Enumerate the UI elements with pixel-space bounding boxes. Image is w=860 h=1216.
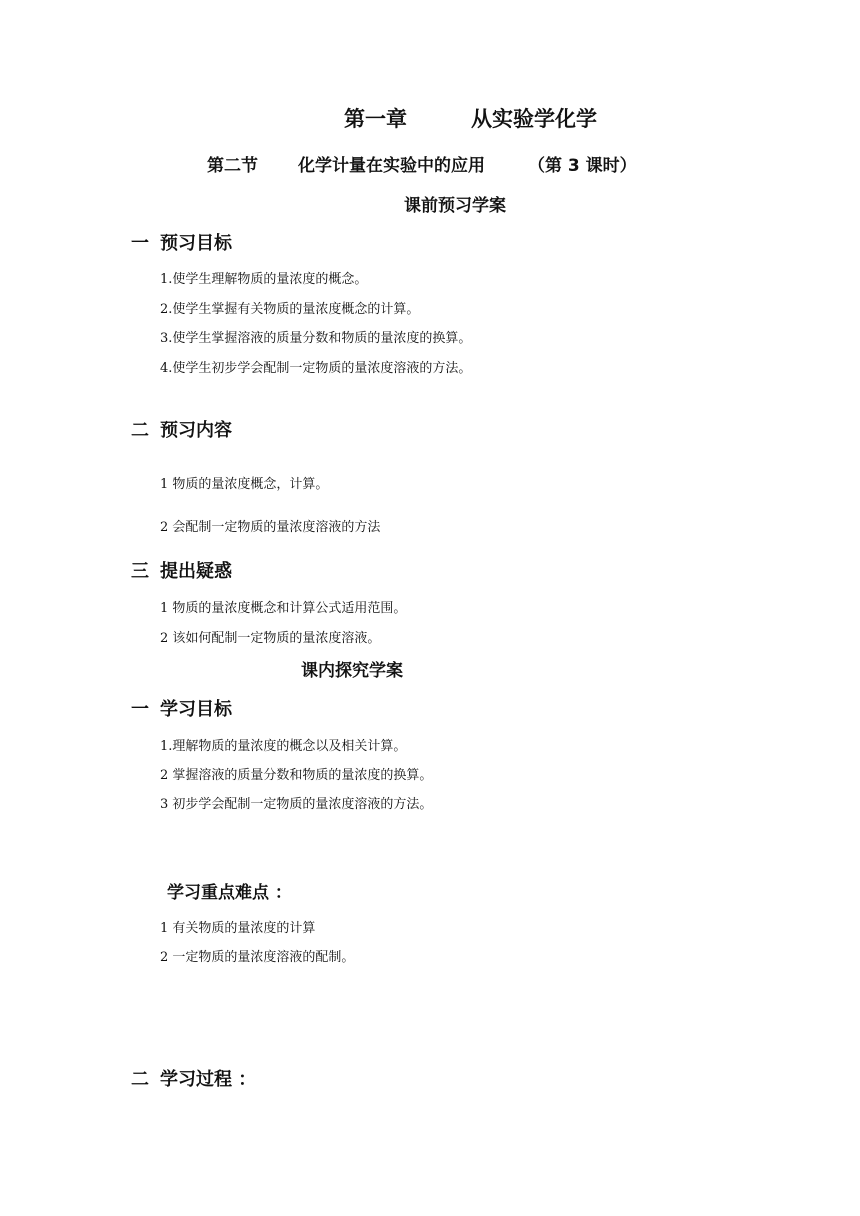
list-item: 2 会配制一定物质的量浓度溶液的方法 <box>160 520 381 535</box>
heading-text: 学习目标 <box>160 699 232 720</box>
heading-number: 三 <box>131 561 149 582</box>
key-points-heading: 学习重点难点 ： <box>167 883 292 903</box>
heading-number: 一 <box>131 699 149 720</box>
list-item: 2 一定物质的量浓度溶液的配制。 <box>160 950 355 965</box>
pre-study-title: 课前预习学案 <box>404 196 506 216</box>
lesson-label: （第 3 课时） <box>528 156 637 176</box>
in-class-goals-heading <box>131 695 232 721</box>
list-item: 2 掌握溶液的质量分数和物质的量浓度的换算。 <box>160 768 433 783</box>
heading-text: 预习内容 <box>160 420 232 441</box>
section-name: 化学计量在实验中的应用 <box>298 156 485 176</box>
list-item: 1.理解物质的量浓度的概念以及相关计算。 <box>160 739 407 754</box>
pre-study-goals-heading <box>131 229 232 255</box>
process-heading <box>131 1065 256 1091</box>
heading-number: 二 <box>131 420 149 441</box>
chapter-name: 从实验学化学 <box>471 107 597 131</box>
pre-study-questions-heading <box>131 557 232 583</box>
list-item: 4.使学生初步学会配制一定物质的量浓度溶液的方法。 <box>160 361 472 376</box>
heading-number: 一 <box>131 233 149 254</box>
heading-text: 预习目标 <box>160 233 232 254</box>
list-item: 2.使学生掌握有关物质的量浓度概念的计算。 <box>160 302 420 317</box>
list-item: 2 该如何配制一定物质的量浓度溶液。 <box>160 631 381 646</box>
list-item: 1 有关物质的量浓度的计算 <box>160 921 316 936</box>
chapter-number: 第一章 <box>344 107 407 131</box>
list-item: 1 物质的量浓度概念，计算。 <box>160 477 329 492</box>
heading-text: 提出疑惑 <box>160 561 232 582</box>
list-item: 1 物质的量浓度概念和计算公式适用范围。 <box>160 601 407 616</box>
list-item: 3.使学生掌握溶液的质量分数和物质的量浓度的换算。 <box>160 331 472 346</box>
list-item: 3 初步学会配制一定物质的量浓度溶液的方法。 <box>160 797 433 812</box>
list-item: 1.使学生理解物质的量浓度的概念。 <box>160 272 368 287</box>
heading-number: 二 <box>131 1069 149 1090</box>
in-class-title: 课内探究学案 <box>301 661 403 681</box>
heading-text: 学习过程 ： <box>160 1069 257 1090</box>
section-number: 第二节 <box>207 156 258 176</box>
pre-study-content-heading <box>131 416 232 442</box>
